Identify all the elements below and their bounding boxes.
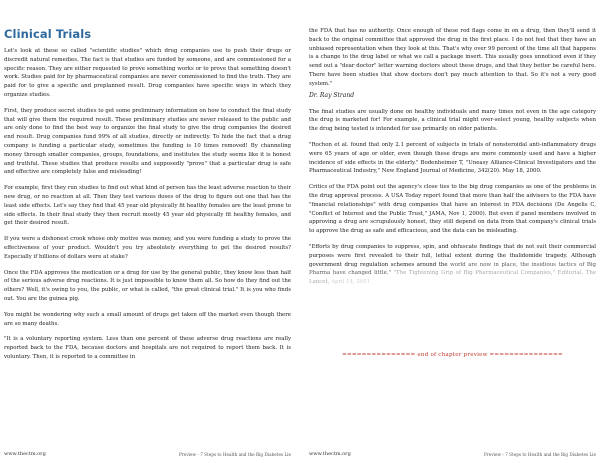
paragraph: Let's look at these so called "scientific studies" which drug companies use to push their drugs or discredit natural remedies. The fact is that studies are funded by someone, and are commissioned for a specific reason. They are either requested to prove something works or to prove that something doesn't work. Studies paid for by pharmaceutical companies are never commissioned to find the truth. They are paid for to give a specific and preplanned result. Drug companies have specific ways in which they organize studies. bbox=[4, 48, 291, 98]
footer-site-link[interactable]: www.thectm.org bbox=[4, 451, 46, 457]
paragraph: If you were a dishonest crook whose only motive was money, and you were funding a study to prove the effectiveness of your product. Wouldn't you try absolutely everything to get the desired results? Especially if billions of dollars were at stake? bbox=[4, 236, 291, 260]
right-column bbox=[309, 0, 596, 463]
footer-site-link[interactable]: www.thectm.org bbox=[309, 451, 351, 457]
left-column bbox=[4, 0, 291, 463]
paragraph: the FDA that has no authority. Once enough of these red flags come in on a drug, then they'll send it back to the original committee that approved the drug in the first place. I do not feel that they have an unbiased representation when they look at this. That's why over 99 percent of the time all that happens is a change to the drug label or what we call a package insert. This usually goes unnoticed even if they send out a "dear doctor" letter warning doctors about these drugs, and that they better be careful here. There have been studies that show doctors don't pay much attention to that. So it's not a very good system." bbox=[309, 28, 596, 87]
paragraph: Once the FDA approves the medication or a drug for use by the general public, they know less than half of the serious adverse drug reactions. It is just impossible to know them all. So how do they find out the others? Well, it's owing to you, the public, or what is called, "the great clinical trial." It is you who finds out. You are the guinea pig. bbox=[4, 269, 291, 302]
paragraph: You might be wondering why such a small amount of drugs get taken off the market even though there are so many deaths. bbox=[4, 311, 291, 327]
paragraph: First, they produce secret studies to get some preliminary information on how to conduct the final study that will give them the required result. These preliminary studies are never released to the public and are only done to find the best way to organize the final study to give the drug companies the desired end result. Drug companies fund 99% of all studies, directly or indirectly. To hide the fact that a drug company is funding a particular study, sometimes the funding is 10 times removed! By channeling money through smaller companies, groups, foundations, and institutes the study seems like it is honest and truthful. These studies that produce results and supposedly "prove" that a particular drug is safe and effective are completely false and misleading! bbox=[4, 107, 291, 176]
end-of-preview-marker: =============== end of chapter preview =============== bbox=[342, 352, 563, 358]
page-footer bbox=[309, 449, 596, 457]
paragraph: For example, first they run studies to find out what kind of person has the least adverse reaction to their new drug, or no reaction at all. Then they test various doses of the drug to figure out one that has the least side effects. Let's say they find that 45 year old physically fit healthy females are the least prone to side effects. In their final study they then recruit mostly 45 year old physically fit healthy females, and get their desired result. bbox=[4, 185, 291, 227]
quote-line: world are now in place, the insidious tactics of Big Pharma have changed little." bbox=[309, 261, 596, 277]
paragraph: The final studies are usually done on healthy individuals and many times not even in the age category the drug is marketed for! For example, a clinical trial might over-select young, healthy subjects when the drug being tested is intended for use primarily on older patients. bbox=[309, 108, 596, 133]
quote-citation: "The Tightening Grip of Big Pharmaceutical Companies," Editorial, The Lancet, bbox=[309, 270, 596, 286]
paragraph: "It is a voluntary reporting system. Less than one percent of these adverse drug reactions are really reported back to the FDA, because doctors and hospitals are not required to report them back. It is voluntary. Then, it is reported to a committee in bbox=[4, 336, 291, 360]
paragraph: "Rochon et al. found that only 2.1 percent of subjects in trials of nonsteroidal anti-inflammatory drugs were 65 years of age or older, even though these drugs are more commonly used and have a higher incidence of side effects in the elderly." Bodenheimer T, "Uneasy Alliance-Clinical Investigators and the Pharmaceutical Industry," New England Journal of Medicine, 342(20). May 18, 2000. bbox=[309, 141, 596, 175]
quote-signature: Dr. Ray Strand bbox=[309, 91, 355, 99]
footer-preview-label: Preview - 7 Steps to Health and the Big Diabetes Lie bbox=[484, 452, 596, 457]
footer-preview-label: Preview - 7 Steps to Health and the Big Diabetes Lie bbox=[179, 452, 291, 457]
page-footer bbox=[4, 449, 291, 457]
paragraph: Critics of the FDA point out the agency's close ties to the big drug companies as one of the problems in the drug approval process. A USA Today report found that more than half the advisers to the FDA have "financial relationships" with drug companies that have an interest in FDA decisions (De Angelis C, "Conflict of Interest and the Public Trust," JAMA, Nov 1, 2000). But even if panel members involved in approving a drug are scrupulously honest, they still depend on data from that company's clinical trials to approve the drug as safe and efficacious, and the data can be misleading. bbox=[309, 184, 596, 235]
section-title: Clinical Trials bbox=[4, 27, 92, 41]
quote-date: April 14, 2001 bbox=[331, 279, 371, 286]
quote-line: "Efforts by drug companies to suppress, spin, and obfuscate findings that do not suit their commercial purposes were first revealed to their full, lethal extent during the thalidomide tragedy. Although government drug regulation schemes around the bbox=[309, 243, 596, 268]
faded-quote bbox=[309, 243, 596, 287]
